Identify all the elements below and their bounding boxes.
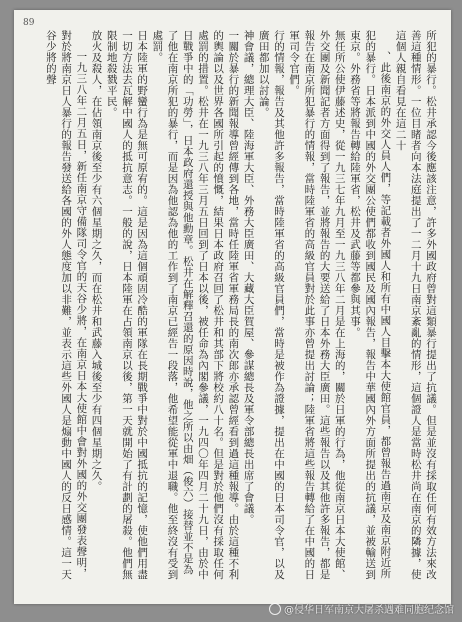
weibo-icon xyxy=(269,603,281,615)
paragraph: 、此後南京的外交人員人們，等記載者外國人和所有中國人目擊本大使館官員，都曾報告過南京及南京附近所犯的暴行。日本派到中國的外交團公使們都收到國民及國內報告，報告中華國內外方面所提出的抗議，並被輸送到東京。外務省等將報告轉給陸軍省，松井及武藤等都參與其事。 xyxy=(348,30,392,580)
paragraph: 一九三八年二月五日，新任南京守備隊司令官的天谷少將，在南京日本大使館中會對外國的外交團發表聲明，對於將南京日人暴行的報告發送給各國的外人態度加以非難，並表示這些外國人是煽動中國人的反日感情。這一天谷少將的聲 xyxy=(44,30,88,580)
watermark-text: @侵华日军南京大屠杀遇难同胞纪念馆 xyxy=(284,605,454,616)
document-page xyxy=(14,10,451,604)
document-body xyxy=(36,30,438,582)
paragraph: 所犯的暴行。松井承認今後應該注意，許多外國政府曾對這類暴行提出了抗議。但是並沒有採取任何有效方法來改善這種情形。一位目睹者向本法庭提出了一二月十九日南京紊亂的情形，這個證人是當時松井尚在南京的隣據，使這個人親自看見在這二十 xyxy=(394,30,437,580)
watermark xyxy=(269,601,454,616)
paragraph: 放火及殺人，在佔領南京後至少有六個星期之久，而在松井和武藤入城後至少有四個星期之久。 xyxy=(90,30,103,492)
paragraph: 日本陸軍的野蠻行為是無可原宥的。這是因為這個頑固冷酷的軍隊在長期戰爭中對於中國抵抗的記憶，使他們用盡一切方法去瓦解中國人的抵抗意志。一般的說，日本陸軍在占領南京以後，第一天就開始了有計劃的屠殺。他們無限制地殺戮平民。 xyxy=(105,30,149,580)
paragraph: 行的情報，報告及其他許多報告，當時陸軍省的高級官員們，當時是被作為證據，提出在中國的日本司令官，以及廣田都加以討論。 xyxy=(257,30,285,580)
paragraph: 一關於暴行的新聞報導曾經傳到各地，當時任陸軍省軍務局長的南次郎亦承認曾經看到過這種報導。由於這種不利的輿論以及世界各國所引起的憤慨，結果日本政府召回了松井和其部下將校約八十名。但是對於他們沒有採取任何處罰的措置。松井在一九三八年三月五日回到了日本以後，被任命為內閣參議，一九四〇年四月二十九日，由於中日戰爭中的「功勞」，日本政府還授與他勳章。松井在解釋召還的原因時說，他之所以由畑（俊六）接替並不是為了他在南京所犯的暴行，而是因為他認為他的工作到了南京已經告一段落，他希望能從軍中退職。他至終沒有受到處罰。 xyxy=(151,30,240,580)
page-number: 89 xyxy=(23,18,35,28)
paragraph: 神會議，總理大臣、陸海軍大臣、外務大臣廣田、大藏大臣賀屋、參謀總長及軍令部總長出席了會議。 xyxy=(242,30,255,525)
paragraph: 無任所公使伊藤述史，從一九三七年九月至一九三八年二月是在上海的，關於日軍的行為，他從南京日本大使館、外交團及新聞記者方面得到了報告，並將報告的大要送給了日本外務大臣廣田。這些報告以及其他許多報告，都是報告在南京所犯暴行的情報，當時陸軍省的高級官員對於此事亦曾提出討論；陸軍省將這些報告轉給了在中國的日軍司令官們。 xyxy=(288,30,346,580)
